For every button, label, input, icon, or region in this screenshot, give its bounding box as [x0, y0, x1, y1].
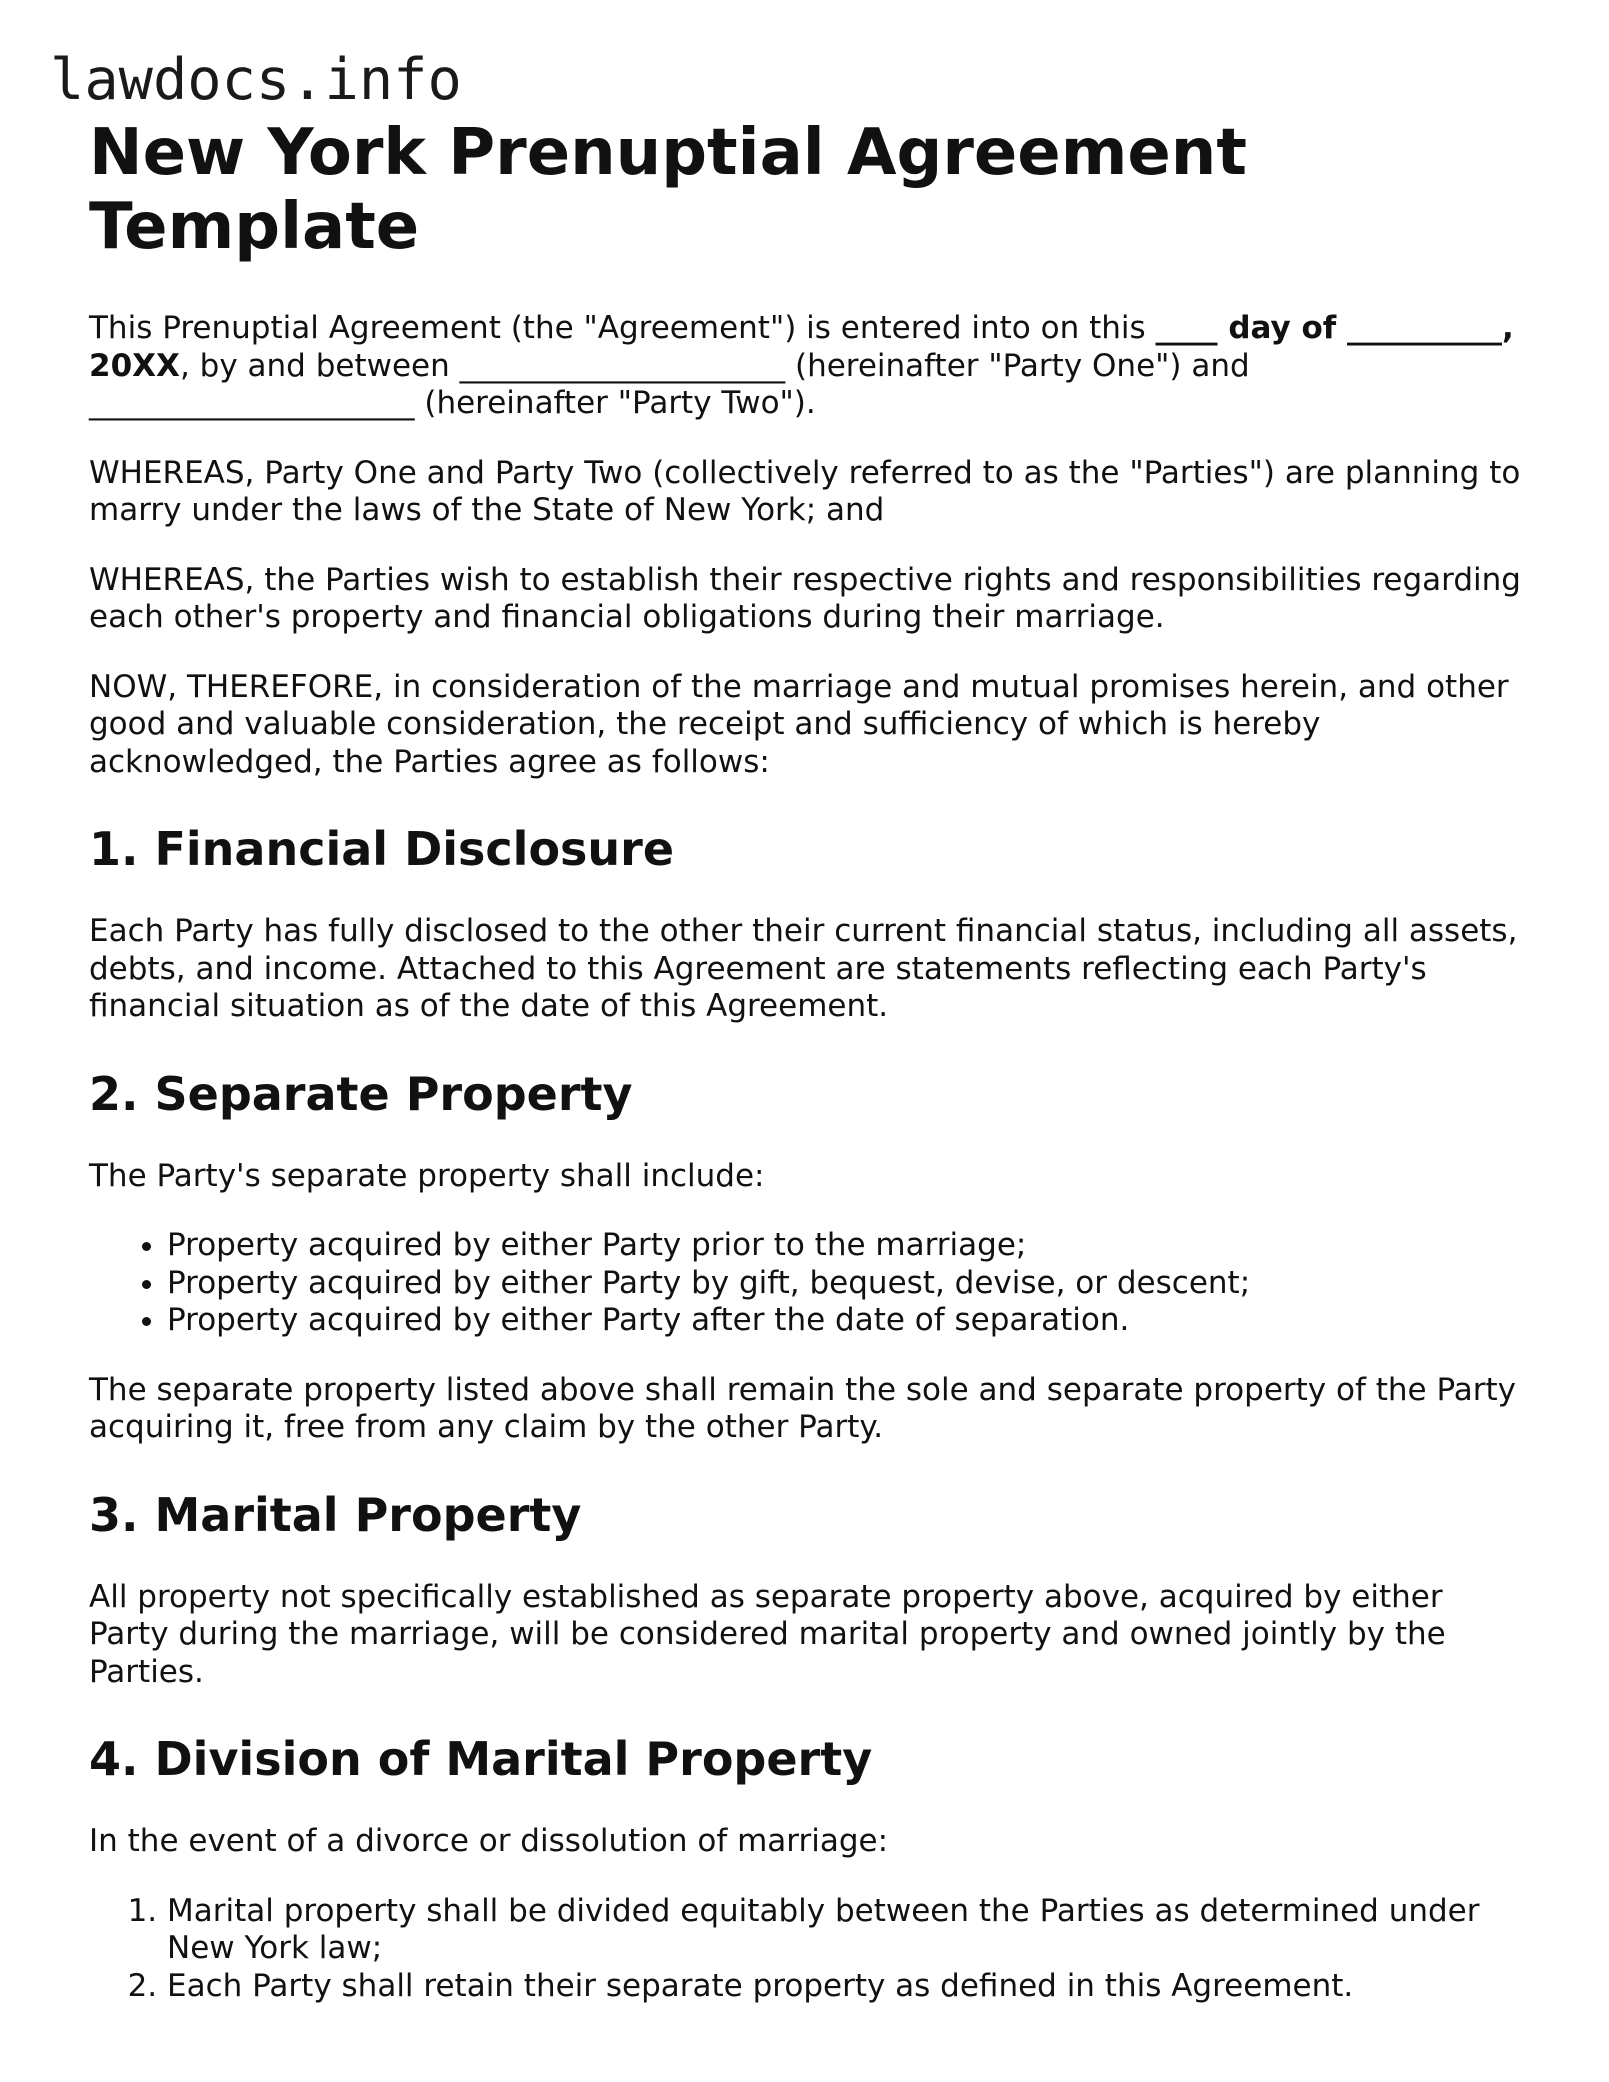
whereas-paragraph-1: WHEREAS, Party One and Party Two (collectively referred to as the "Parties") are planning to marry under the laws of the State of New York; and — [89, 454, 1521, 528]
whereas-paragraph-2: WHEREAS, the Parties wish to establish their respective rights and responsibilities regarding each other's property and financial obligations during their marriage. — [89, 561, 1521, 635]
list-item: • Property acquired by either Party after the date of separation. — [167, 1302, 1529, 1340]
intro-date-blank: ____ day of __________, 20XX — [89, 310, 1514, 384]
now-therefore-paragraph: NOW, THEREFORE, in consideration of the marriage and mutual promises herein, and other good and valuable consideration, the receipt and sufficiency of which is hereby acknowledged, the Parties agree as follows: — [89, 668, 1509, 780]
section-heading-marital-property: 3. Marital Property — [89, 1487, 582, 1542]
document-body — [89, 116, 1529, 2005]
intro-text-1: This Prenuptial Agreement (the "Agreement") is entered into on this — [89, 310, 1156, 346]
intro-paragraph — [89, 310, 1529, 423]
section-body-financial-disclosure: Each Party has fully disclosed to the other their current financial status, including all assets, debts, and income. Attached to this Agreement are statements reflecting each Party's financial situation as of the date of this Agreement. — [89, 913, 1518, 1024]
section-body-marital-property: All property not specifically established as separate property above, acquired by either Party during the marriage, will be considered marital property and owned jointly by the Parties. — [89, 1578, 1446, 1690]
intro-text-2: , by and between _____________________ (hereinafter "Party One") and _____________________ (hereinafter "Party Two"). — [89, 347, 1250, 421]
section-heading-division: 4. Division of Marital Property — [89, 1732, 873, 1786]
document-title: New York Prenuptial Agreement Template — [89, 116, 1247, 264]
list-item: 1. Marital property shall be divided equitably between the Parties as determined under New York law; — [167, 1893, 1529, 1968]
section-outro-separate-property: The separate property listed above shall remain the sole and separate property of the Party acquiring it, free from any claim by the other Party. — [89, 1371, 1516, 1445]
separate-property-list — [89, 1227, 1529, 1340]
section-heading-financial-disclosure: 1. Financial Disclosure — [89, 822, 675, 876]
site-watermark: lawdocs.info — [50, 47, 462, 113]
division-list — [89, 1893, 1529, 2006]
list-item: • Property acquired by either Party prior to the marriage; — [167, 1227, 1529, 1265]
section-intro-division: In the event of a divorce or dissolution of marriage: — [89, 1823, 889, 1859]
list-item: 2. Each Party shall retain their separate property as defined in this Agreement. — [167, 1968, 1529, 2006]
list-item: • Property acquired by either Party by gift, bequest, devise, or descent; — [167, 1265, 1529, 1303]
section-intro-separate-property: The Party's separate property shall include: — [89, 1157, 765, 1194]
section-heading-separate-property: 2. Separate Property — [89, 1066, 633, 1121]
